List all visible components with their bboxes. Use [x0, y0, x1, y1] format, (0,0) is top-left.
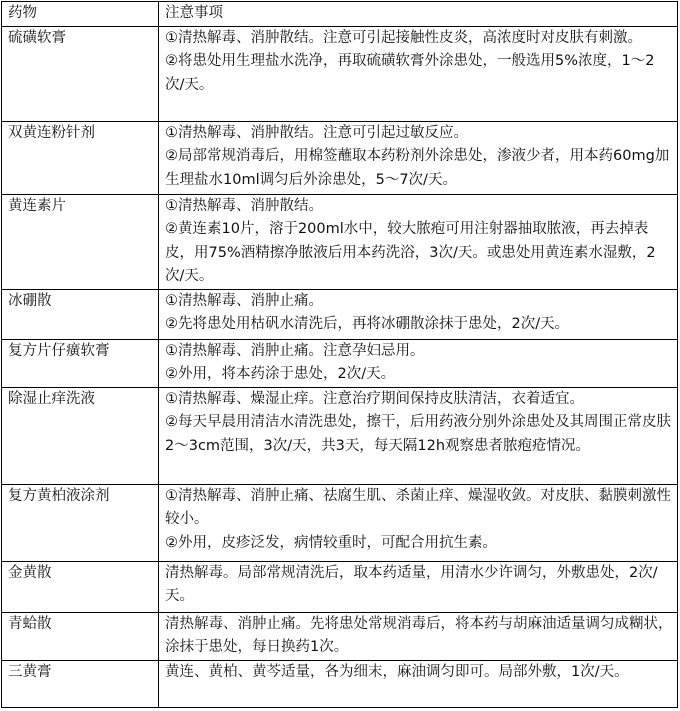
note-line: ②先将患处用枯矾水清洗后，再将冰硼散涂抹于患处，2次/天。: [165, 316, 570, 332]
table-row: [2, 387, 678, 484]
note-line: ①清热解毒、消肿止痛。: [165, 292, 323, 309]
drug-name: 除湿止痒洗液: [2, 387, 159, 484]
note-line: ②外用，皮疹泛发，病情较重时，可配合用抗生素。: [165, 534, 497, 551]
note-line: ②局部常规消毒后，用棉签蘸取本药粉剂外涂患处，渗液少者，用本药60mg加生理盐水10ml调匀后外涂患处，5～7次/天。: [165, 148, 670, 188]
drug-notes: [159, 561, 678, 612]
drug-notes: [159, 339, 678, 387]
drug-name: 双黄连粉针剂: [2, 121, 159, 194]
note-line: ②外用，将本药涂于患处，2次/天。: [165, 366, 396, 382]
drug-name: 复方片仔癀软膏: [2, 339, 159, 387]
table-row: [2, 339, 678, 387]
note-line: 清热解毒。局部常规清洗后，取本药适量，用清水少许调匀，外敷患处，2次/天。: [165, 564, 658, 604]
drug-notes: [159, 121, 678, 194]
drug-notes: [159, 387, 678, 484]
drug-name: 冰硼散: [2, 289, 159, 339]
note-line: ①清热解毒、消肿散结。注意可引起接触性皮炎，高浓度时对皮肤有刺激。: [165, 29, 642, 46]
note-line: ①清热解毒、消肿止痛。注意孕妇忌用。: [165, 342, 425, 359]
header-notes: 注意事项: [159, 2, 678, 27]
note-line: 清热解毒、消肿止痛。先将患处常规消毒后，将本药与胡麻油适量调匀成糊状，涂抹于患处，每日换药1次。: [165, 615, 673, 655]
table-row: [2, 26, 678, 121]
table-row: [2, 484, 678, 561]
table-row: [2, 660, 678, 707]
drug-notes: [159, 612, 678, 660]
note-line: ②黄连素10片，溶于200ml水中，较大脓疱可用注射器抽取脓液，再去掉表皮，用75%酒精擦净脓液后用本药洗浴，3次/天。或患处用黄连素水湿敷，2次/天。: [165, 221, 656, 284]
drug-name: 复方黄柏液涂剂: [2, 484, 159, 561]
table-row: [2, 194, 678, 289]
drug-notes: [159, 194, 678, 289]
table-row: [2, 289, 678, 339]
header-drug: 药物: [2, 2, 159, 27]
table-row: [2, 612, 678, 660]
table-row: [2, 121, 678, 194]
drug-name: 金黄散: [2, 561, 159, 612]
drug-name: 黄连素片: [2, 194, 159, 289]
drug-notes: [159, 26, 678, 121]
note-line: ①清热解毒、燥湿止痒。注意治疗期间保持皮肤清洁，衣着适宜。: [165, 390, 584, 407]
drug-notes: [159, 289, 678, 339]
note-line: 黄连、黄柏、黄芩适量，各为细末，麻油调匀即可。局部外敷，1次/天。: [165, 663, 629, 680]
note-line: ①清热解毒、消肿散结。: [165, 197, 323, 214]
note-line: ②每天早晨用清洁水清洗患处，擦干，后用药液分别外涂患处及其周围正常皮肤2～3cm范围，3次/天，共3天，每天隔12h观察患者脓疱疮情况。: [165, 414, 671, 454]
note-line: ②将患处用生理盐水洗净，再取硫磺软膏外涂患处，一般选用5%浓度，1～2次/天。: [165, 53, 655, 93]
drug-notes-table: [1, 1, 678, 708]
note-line: ①清热解毒、消肿散结。注意可引起过敏反应。: [165, 124, 468, 141]
drug-notes: [159, 660, 678, 707]
drug-name: 三黄膏: [2, 660, 159, 707]
table-row: [2, 561, 678, 612]
drug-notes: [159, 484, 678, 561]
drug-name: 青蛤散: [2, 612, 159, 660]
header-row: [2, 2, 678, 27]
note-line: ①清热解毒、消肿止痛、祛腐生肌、杀菌止痒、燥湿收敛。对皮肤、黏膜刺激性较小。: [165, 487, 671, 527]
drug-name: 硫磺软膏: [2, 26, 159, 121]
